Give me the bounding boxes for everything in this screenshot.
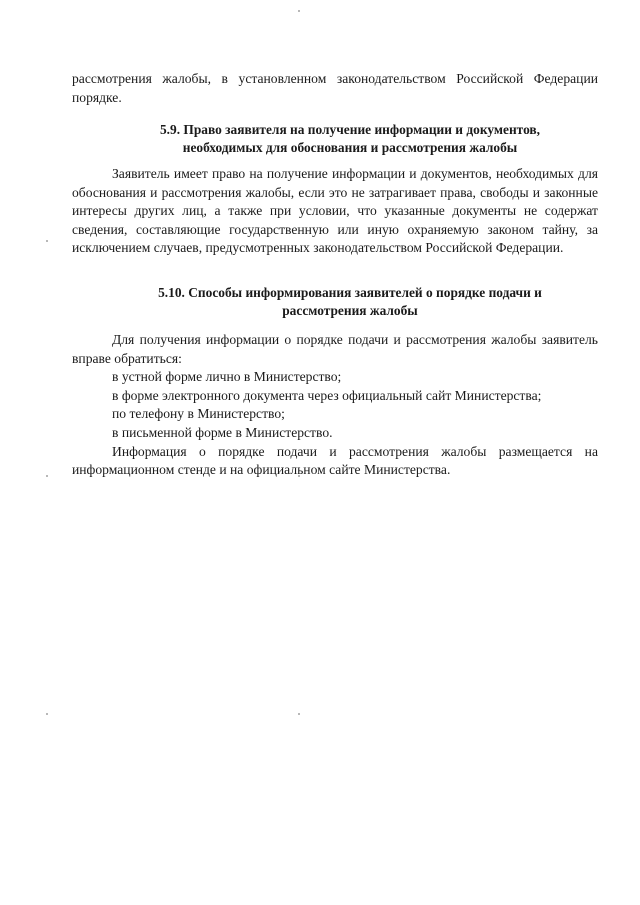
contact-option-oral: в устной форме лично в Министерство; [112, 369, 342, 385]
section-5-9-body: Заявитель имеет право на получение информации и документов, необходимых для обоснования и рассмотрения жалобы, если это не затрагивает права, свободы и законные интересы других лиц, а также при условии, что указанные документы не содержат сведения, составляющие государственную или иную охраняемую законом тайну, за исключением случаев, предусмотренных законодательством Российской Федерации. [72, 166, 598, 256]
continuation-paragraph: рассмотрения жалобы, в установленном законодательством Российской Федерации порядке. [72, 71, 598, 105]
scan-mark [298, 10, 300, 12]
scan-mark [298, 713, 300, 715]
contact-option-written: в письменной форме в Министерство. [112, 424, 333, 440]
section-5-10-intro: Для получения информации о порядке подачи и рассмотрения жалобы заявитель вправе обратиться: [72, 332, 598, 366]
section-5-9-heading-line2: необходимых для обоснования и рассмотрения жалобы [182, 140, 518, 156]
section-5-9-heading-line1: 5.9. Право заявителя на получение информации и документов, [159, 122, 541, 137]
scan-mark [46, 240, 48, 242]
section-5-10-heading-line1: 5.10. Способы информирования заявителей о порядке подачи и [158, 285, 542, 300]
section-5-9-heading [100, 121, 600, 158]
contact-option-electronic: в форме электронного документа через официальный сайт Министерства; [112, 387, 542, 403]
section-5-10-heading [100, 284, 600, 321]
section-5-10-body [72, 331, 598, 480]
section-5-10-heading-line2: рассмотрения жалобы [282, 303, 418, 319]
scan-mark [46, 475, 48, 477]
scan-mark [46, 713, 48, 715]
section-5-10-closing: Информация о порядке подачи и рассмотрения жалобы размещается на информационном стенде и на официальном сайте Министерства. [72, 443, 598, 478]
contact-option-phone: по телефону в Министерство; [112, 406, 285, 422]
